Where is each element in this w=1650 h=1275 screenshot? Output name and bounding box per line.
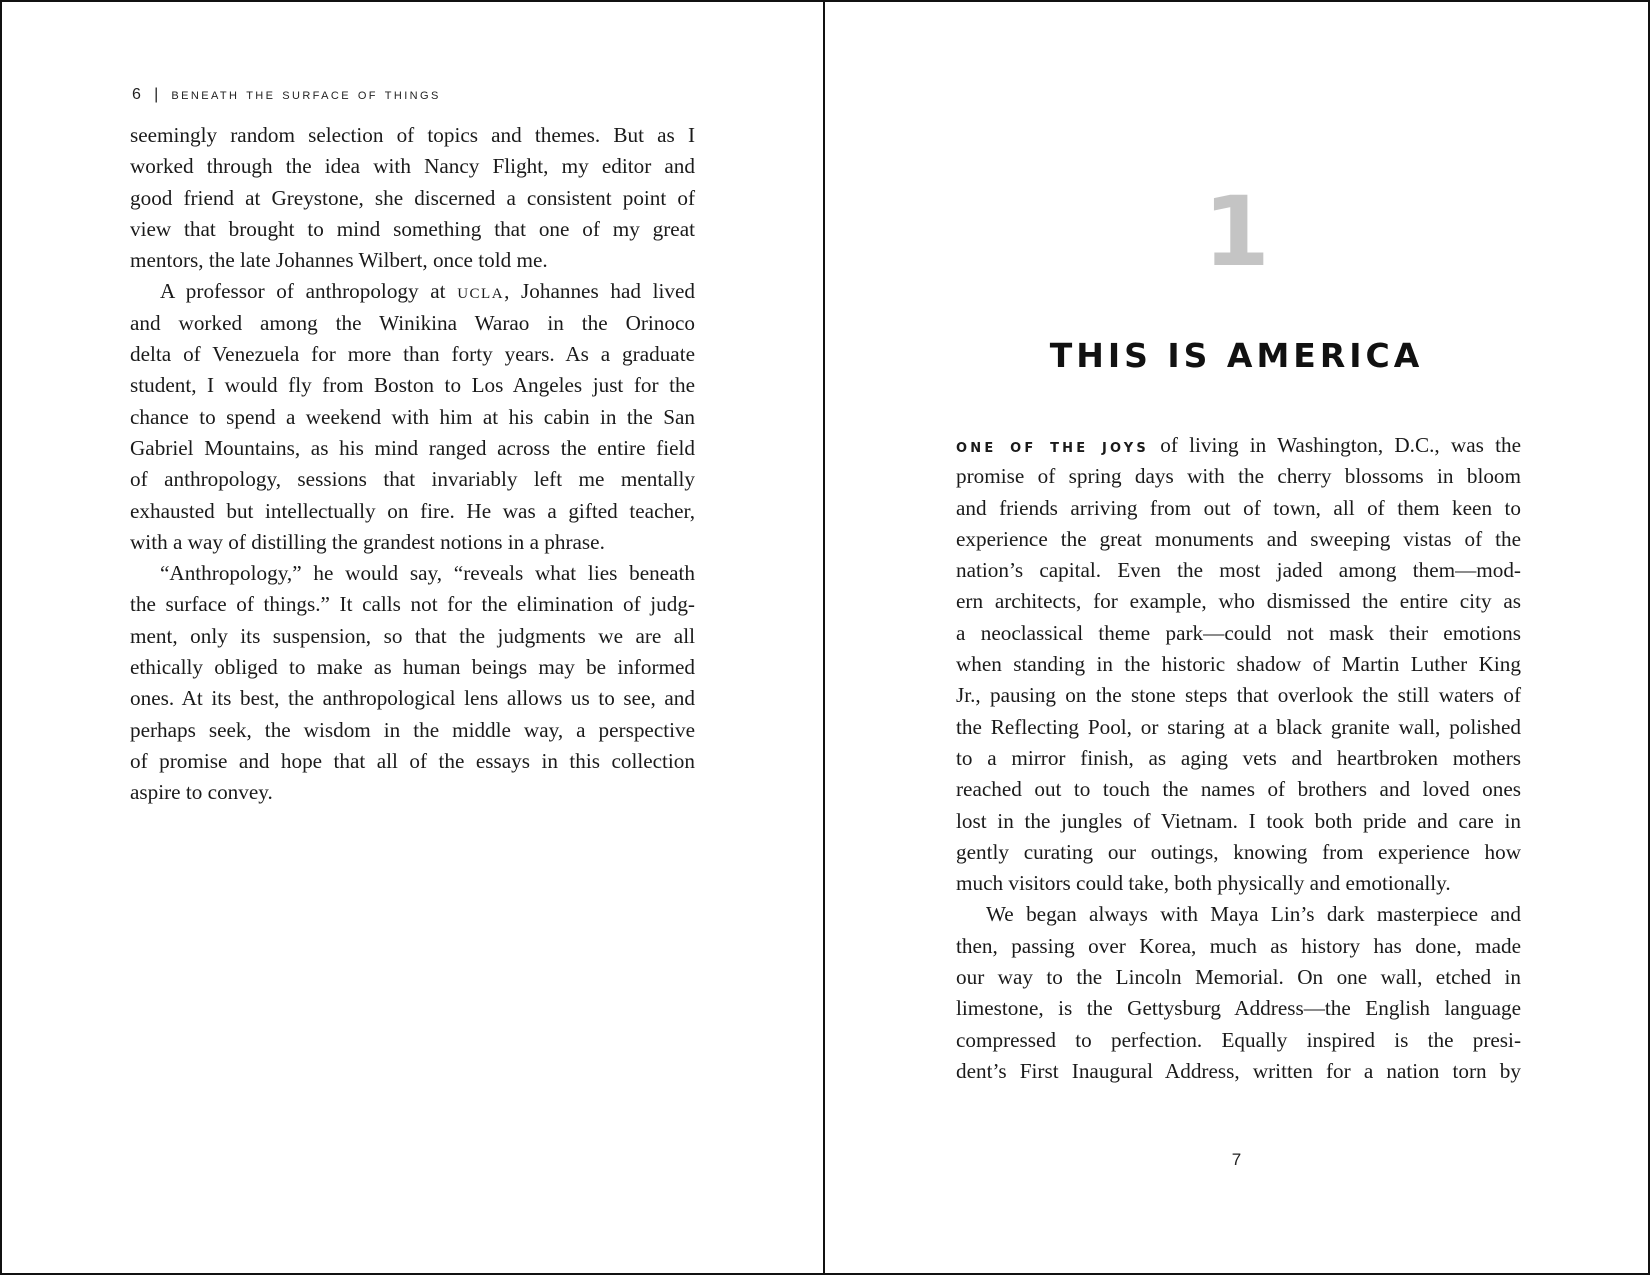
right-body-text [956,430,1521,1087]
text-line: and worked among the Winikina Warao in the Orinoco [130,310,695,335]
text-line: lost in the jungles of Vietnam. I took both pride and care in [956,808,1521,833]
running-head-separator: | [154,86,159,103]
text-line: compressed to perfection. Equally inspired is the presi- [956,1027,1521,1052]
text-line: delta of Venezuela for more than forty years. As a graduate [130,342,695,367]
text-line: Gabriel Mountains, as his mind ranged across the entire field [130,435,695,460]
paragraph [956,430,1521,899]
text-line: good friend at Greystone, she discerned a consistent point of [130,185,695,210]
text-line: chance to spend a weekend with him at his cabin in the San [130,404,695,429]
text-line: view that brought to mind something that one of my great [130,216,695,241]
left-page-number: 6 [132,86,142,103]
running-head [132,86,441,104]
text-line: Jr., pausing on the stone steps that overlook the still waters of [956,683,1521,708]
text-line: to a mirror finish, as aging vets and heartbroken mothers [956,745,1521,770]
text-line: our way to the Lincoln Memorial. On one wall, etched in [956,965,1521,990]
text-line: much visitors could take, both physically and emotionally. [956,871,1451,896]
text-line: a neoclassical theme park—could not mask their emotions [956,620,1521,645]
text-line: ern architects, for example, who dismissed the entire city as [956,589,1521,614]
paragraph [130,276,695,558]
paragraph [130,120,695,276]
text-line: “Anthropology,” he would say, “reveals what lies beneath [160,561,695,586]
running-head-title: beneath the surface of things [171,86,441,103]
paragraph [956,899,1521,1087]
text-line [956,430,1521,461]
chapter-title: THIS IS AMERICA [1049,336,1424,375]
chapter-number: 1 [1203,176,1270,288]
text-line: the Reflecting Pool, or staring at a black granite wall, polished [956,714,1521,739]
text-line: the surface of things.” It calls not for the elimination of judg- [130,592,695,617]
text-line: and friends arriving from out of town, all of them keen to [956,495,1521,520]
text-line: We began always with Maya Lin’s dark masterpiece and [986,902,1521,927]
text-line: of anthropology, sessions that invariably left me mentally [130,467,695,492]
text-line: when standing in the historic shadow of Martin Luther King [956,652,1521,677]
text-line: perhaps seek, the wisdom in the middle way, a perspective [130,717,695,742]
text-line: gently curating our outings, knowing from experience how [956,839,1521,864]
text-line: worked through the idea with Nancy Flight, my editor and [130,154,695,179]
text-line: ethically obliged to make as human beings may be informed [130,655,695,680]
text-line: dent’s First Inaugural Address, written for a nation torn by [956,1058,1521,1083]
paragraph [130,558,695,808]
text-line: aspire to convey. [130,780,273,805]
right-page-number: 7 [1231,1150,1242,1169]
chapter-lead-in: ONE OF THE JOYS [956,441,1149,456]
text-line: seemingly random selection of topics and themes. But as I [130,123,695,147]
text-line: A professor of anthropology at ucla, Johannes had lived [160,279,695,304]
acronym: ucla [457,279,505,304]
text-line: then, passing over Korea, much as history has done, made [956,933,1521,958]
text-line: ment, only its suspension, so that the judgments we are all [130,623,695,648]
text-line: ones. At its best, the anthropological lens allows us to see, and [130,686,695,711]
text-line: promise of spring days with the cherry blossoms in bloom [956,464,1521,489]
text-line-rest: of living in Washington, D.C., was the [1148,433,1521,457]
text-line: student, I would fly from Boston to Los Angeles just for the [130,373,695,398]
text-line: mentors, the late Johannes Wilbert, once told me. [130,248,548,273]
text-line: experience the great monuments and sweeping vistas of the [956,526,1521,551]
text-line: with a way of distilling the grandest notions in a phrase. [130,529,605,554]
text-line: reached out to touch the names of brothers and loved ones [956,777,1521,802]
text-line: of promise and hope that all of the essays in this collection [130,748,695,773]
text-line: exhausted but intellectually on fire. He was a gifted teacher, [130,498,695,523]
text-line: nation’s capital. Even the most jaded among them—mod- [956,558,1521,583]
left-body-text [130,120,695,809]
text-line: limestone, is the Gettysburg Address—the English language [956,996,1521,1021]
